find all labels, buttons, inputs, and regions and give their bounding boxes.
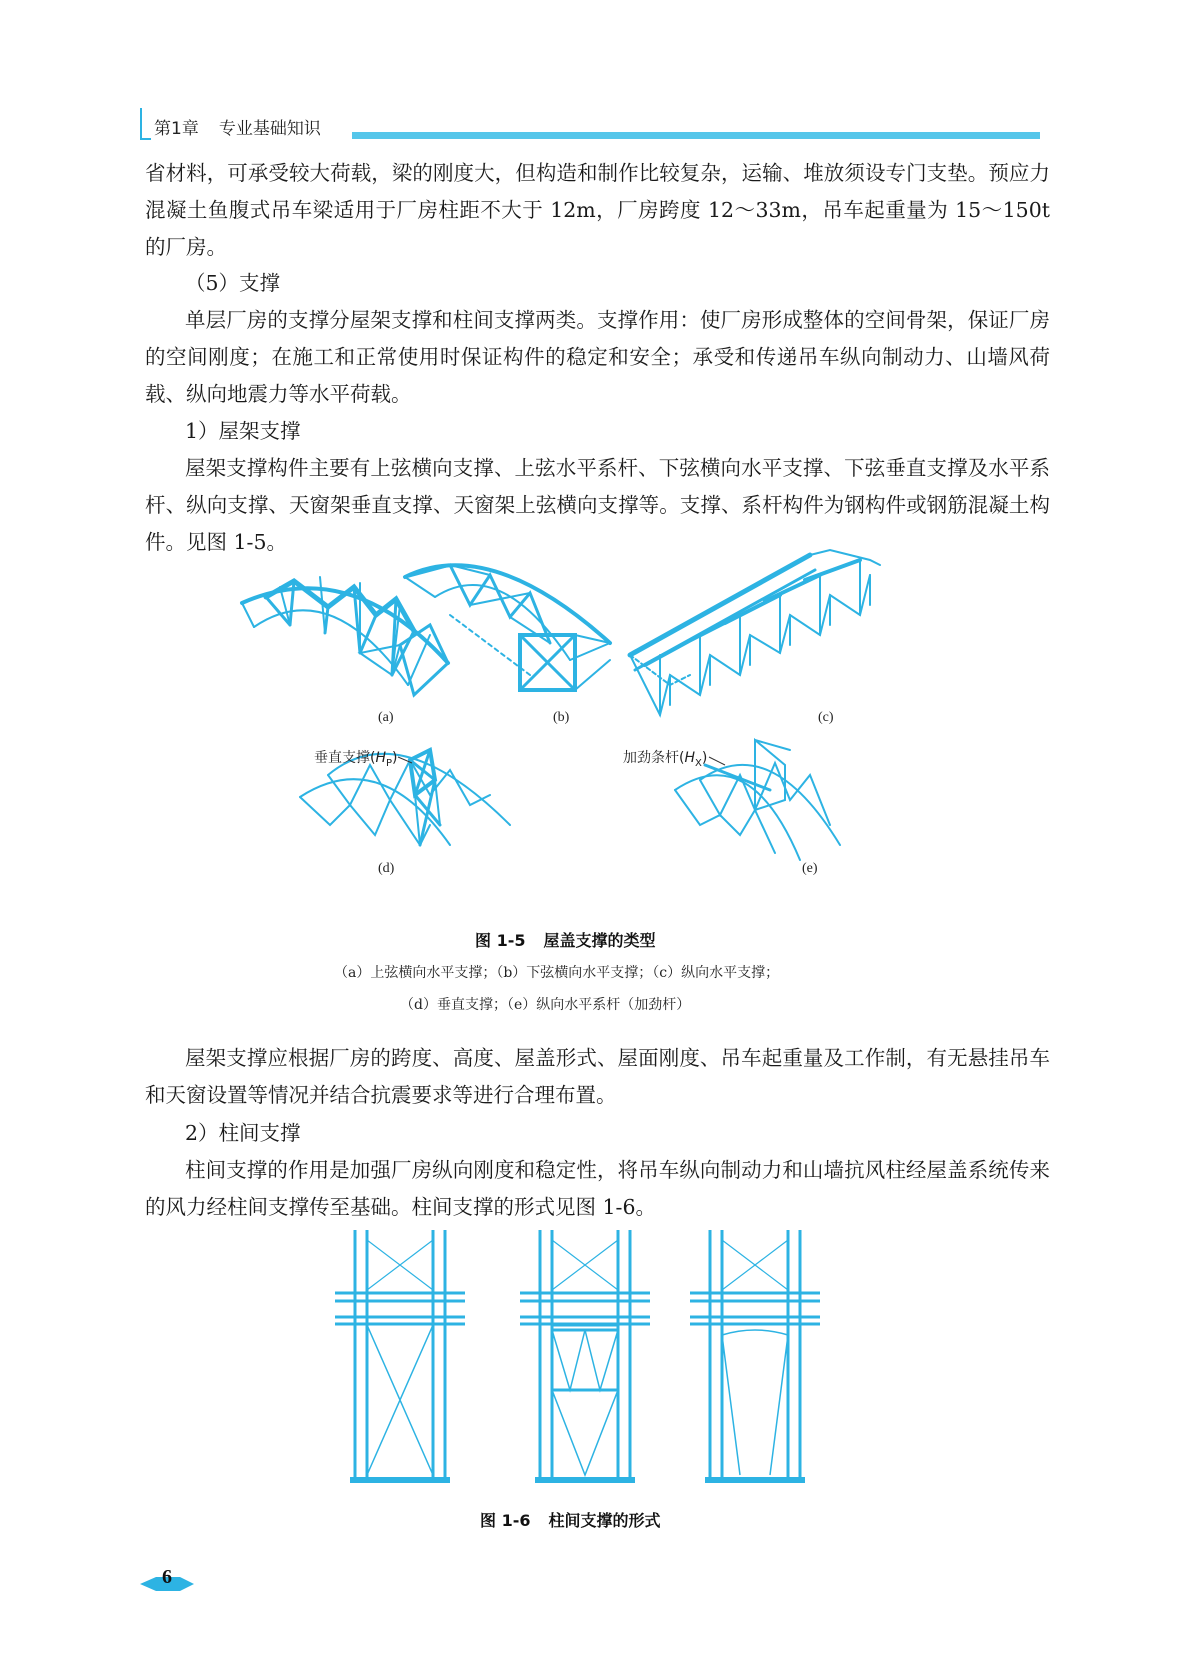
label-b: (b) bbox=[553, 710, 570, 725]
label-e: (e) bbox=[802, 861, 818, 876]
label-c: (c) bbox=[818, 710, 834, 725]
figure-1-5 bbox=[230, 535, 890, 885]
header-corner-mark bbox=[140, 108, 151, 140]
figure-1-5-caption-line2: （d）垂直支撑；（e）纵向水平系杆（加劲杆） bbox=[400, 997, 691, 1013]
subfigure-b-truss bbox=[405, 565, 610, 690]
heading-support: （5）支撑 bbox=[185, 271, 281, 295]
paragraph-5: 柱间支撑的作用是加强厂房纵向刚度和稳定性，将吊车纵向制动力和山墙抗风柱经屋盖系统传来的风力经柱间支撑传至基础。柱间支撑的形式见图 1-6。 bbox=[145, 1158, 1050, 1219]
heading-column-bracing: 2）柱间支撑 bbox=[185, 1121, 301, 1145]
bracing-type-x bbox=[335, 1230, 465, 1480]
bracing-type-k bbox=[520, 1230, 650, 1480]
figure-1-6-title: 图 1-6 柱间支撑的形式 bbox=[480, 1511, 661, 1530]
paragraph-3: 屋架支撑构件主要有上弦横向支撑、上弦水平系杆、下弦横向水平支撑、下弦垂直支撑及水平系杆、纵向支撑、天窗架垂直支撑、天窗架上弦横向支撑等。支撑、系杆构件为钢构件或钢筋混凝土构件。见图 1-5。 bbox=[145, 456, 1050, 554]
running-header bbox=[140, 108, 1040, 142]
subfigure-a-truss bbox=[242, 577, 448, 695]
page-number-badge bbox=[138, 1565, 196, 1595]
chapter-number: 第1章 bbox=[154, 119, 199, 139]
figure-1-6-drawing bbox=[330, 1225, 870, 1490]
heading-roof-truss-support: 1）屋架支撑 bbox=[185, 419, 301, 443]
subfigure-c-truss bbox=[630, 550, 880, 715]
paragraph-2: 单层厂房的支撑分屋架支撑和柱间支撑两类。支撑作用：使厂房形成整体的空间骨架，保证厂房的空间刚度；在施工和正常使用时保证构件的稳定和安全；承受和传递吊车纵向制动力、山墙风荷载、纵向地震力等水平荷载。 bbox=[145, 308, 1050, 406]
annotation-stiffening-tie: 加劲条杆$(H_X)$ bbox=[623, 750, 708, 769]
bracing-type-portal bbox=[690, 1230, 820, 1480]
chapter-label bbox=[154, 114, 321, 139]
header-bar bbox=[352, 132, 1040, 139]
figure-1-5-title: 图 1-5 屋盖支撑的类型 bbox=[475, 931, 656, 950]
figure-1-5-caption-line1: （a）上弦横向水平支撑；（b）下弦横向水平支撑；（c）纵向水平支撑； bbox=[334, 965, 780, 981]
label-d: (d) bbox=[378, 861, 395, 876]
annotation-vertical-bracing: 垂直支撑$(H_P)$ bbox=[314, 750, 398, 769]
paragraph-1: 省材料，可承受较大荷载，梁的刚度大，但构造和制作比较复杂，运输、堆放须设专门支垫。预应力混凝土鱼腹式吊车梁适用于厂房柱距不大于 12m，厂房跨度 12～33m，吊车起重量为 15～150t 的厂房。 bbox=[145, 161, 1050, 259]
figure-1-6 bbox=[330, 1225, 870, 1490]
page-number: 6 bbox=[162, 1566, 172, 1588]
chapter-title: 专业基础知识 bbox=[218, 119, 321, 139]
label-a: (a) bbox=[378, 710, 394, 725]
paragraph-4: 屋架支撑应根据厂房的跨度、高度、屋盖形式、屋面刚度、吊车起重量及工作制，有无悬挂吊车和天窗设置等情况并结合抗震要求等进行合理布置。 bbox=[145, 1046, 1050, 1107]
